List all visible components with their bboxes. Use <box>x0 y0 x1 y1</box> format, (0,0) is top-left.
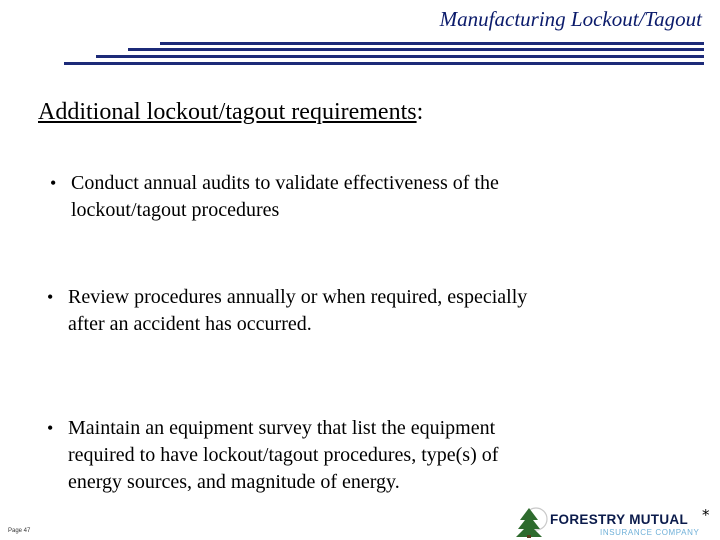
logo-subtitle: INSURANCE COMPANY <box>600 528 700 537</box>
header-rules <box>0 0 720 80</box>
company-logo <box>516 506 716 540</box>
bullet-line: lockout/tagout procedures <box>71 199 280 221</box>
bullet-line: after an accident has occurred. <box>68 313 312 335</box>
bullet-dot: • <box>50 173 57 193</box>
bullet-item <box>47 284 527 338</box>
bullet-line: Review procedures annually or when required, especially <box>68 286 528 308</box>
rule-line <box>96 55 704 58</box>
bullet-line: required to have lockout/tagout procedures, type(s) of <box>68 444 499 466</box>
bullet-item <box>47 415 498 496</box>
header-title: Manufacturing Lockout/Tagout <box>439 7 702 31</box>
bullet-line: energy sources, and magnitude of energy. <box>68 471 400 493</box>
bullet-dot: • <box>47 287 54 307</box>
rule-line <box>128 48 704 51</box>
slide-heading-colon: : <box>416 99 424 125</box>
page-number: Page 47 <box>8 528 31 534</box>
bullet-line: Conduct annual audits to validate effectiveness of the <box>71 172 499 194</box>
tree-icon <box>516 506 550 538</box>
bullet-dot: • <box>47 418 54 438</box>
slide-heading-text: Additional lockout/tagout requirements <box>38 99 417 125</box>
asterisk-mark: * <box>702 506 710 524</box>
logo-name: FORESTRY MUTUAL <box>550 512 688 527</box>
bullet-line: Maintain an equipment survey that list the equipment <box>68 417 496 439</box>
rule-line <box>160 42 704 45</box>
bullet-item <box>50 170 499 224</box>
rule-line <box>64 62 704 65</box>
slide-heading <box>38 99 423 126</box>
